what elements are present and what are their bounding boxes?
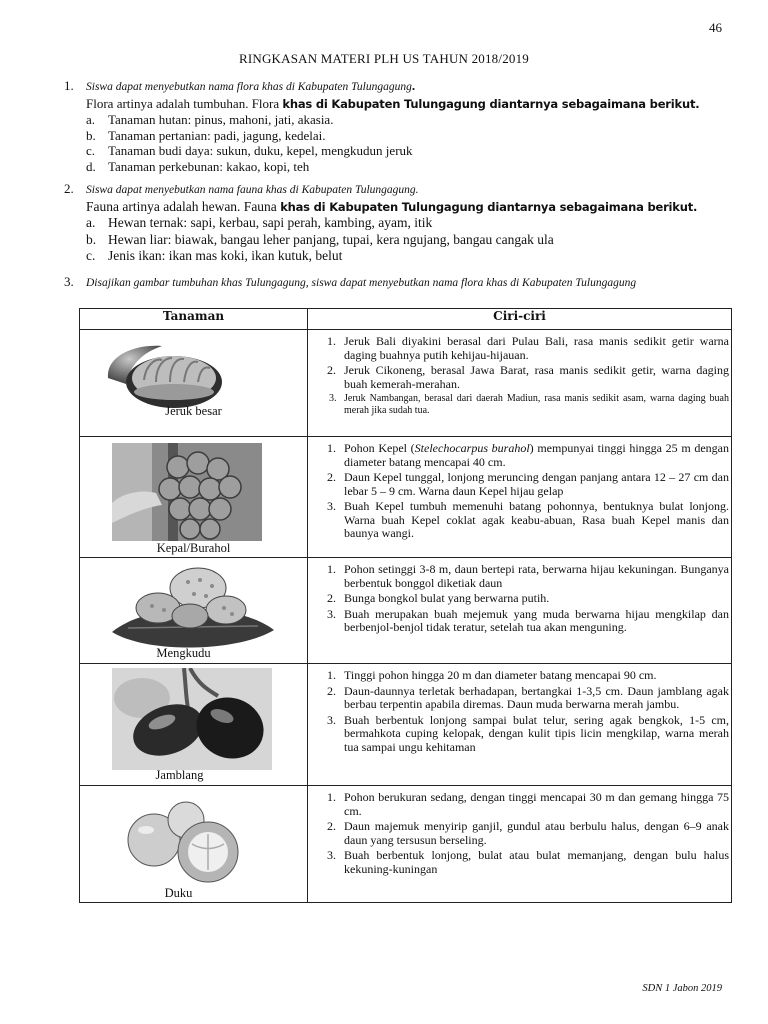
list-item: 1. Pohon berukuran sedang, dengan tinggi mencapai 30 m dan gemang hingga 75 cm.: [339, 791, 729, 818]
table-row: [80, 664, 732, 786]
section-number: 1.: [64, 78, 74, 93]
plant-table: [79, 308, 732, 903]
noni-fruit-icon: [108, 562, 278, 654]
plant-cell: [80, 558, 308, 664]
table-row: [80, 558, 732, 664]
kepel-fruit-icon: [112, 443, 262, 541]
pomelo-icon: [104, 338, 224, 410]
list-item: c. Tanaman budi daya: sukun, duku, kepel, mengkudun jeruk: [86, 143, 413, 158]
list-item: b. Hewan liar: biawak, bangau leher panjang, tupai, kera ngujang, bangau cangak ula: [86, 231, 554, 247]
list-item: d. Tanaman perkebunan: kakao, kopi, teh: [86, 158, 310, 174]
plant-cell: [80, 437, 308, 558]
list-item: b. Tanaman pertanian: padi, jagung, kedelai.: [86, 127, 326, 143]
section-number: 3.: [64, 274, 74, 289]
table-header-row: [80, 309, 732, 330]
plant-name: Jeruk besar: [165, 404, 222, 418]
list-item: 2. Jeruk Cikoneng, berasal Jawa Barat, rasa manis sedikit getir, warna daging buah kemerah-merahan.: [339, 364, 729, 391]
plant-cell: [80, 664, 308, 786]
list-item: 3. Buah berbentuk lonjong sampai bulat telur, sering agak bengkok, 1-5 cm, bermahkota cuping kelopak, dengan kulit tipis licin mengkilap, warna merah tua sampai ungu kehitaman: [339, 714, 729, 755]
traits-cell: [308, 437, 732, 558]
section-plant-table: [64, 274, 734, 292]
page-title: RINGKASAN MATERI PLH US TAHUN 2018/2019: [238, 51, 529, 66]
table-row: [80, 786, 732, 903]
page-footer: SDN 1 Jabon 2019: [642, 983, 722, 994]
list-item: 2. Daun Kepel tunggal, lonjong meruncing dengan panjang antara 12 – 27 cm dan lebar 5 – 9 cm. Warna daun Kepel hijau gelap: [339, 471, 729, 498]
list-item: c. Jenis ikan: ikan mas koki, ikan kutuk, belut: [86, 248, 343, 263]
list-item: a. Tanaman hutan: pinus, mahoni, jati, akasia.: [86, 112, 334, 127]
section-intro: Fauna artinya adalah hewan. Fauna khas di Kabupaten Tulungagung diantarnya sebagaimana berikut.: [86, 198, 698, 214]
list-item: a. Hewan ternak: sapi, kerbau, sapi perah, kambing, ayam, itik: [86, 215, 433, 230]
traits-cell: [308, 664, 732, 786]
plant-name: Jamblang: [155, 768, 204, 782]
list-item: 3. Buah merupakan buah mejemuk yang muda berwarna hijau mengkilap dan berbenjol-benjol tidak teratur, setelah tua akan menguning.: [339, 608, 729, 635]
list-item: 2. Daun-daunnya terletak berhadapan, bertangkai 1-3,5 cm. Daun jamblang agak berbau terpentin apabila diremas. Daun muda berwarna merah jambu.: [339, 685, 729, 712]
section-objective: Siswa dapat menyebutkan nama flora khas di Kabupaten Tulungagung.: [86, 78, 416, 93]
list-item: 3. Buah berbentuk lonjong, bulat atau bulat memanjang, dengan bulu halus kekuning-kuningan: [339, 849, 729, 876]
list-item: 3. Jeruk Nambangan, berasal dari daerah Madiun, rasa manis sedikit asam, warna daging buah merah jika sudah tua.: [339, 393, 729, 417]
list-item: 1. Pohon Kepel (Stelechocarpus burahol) mempunyai tinggi hingga 25 m dengan diameter batang mencapai 40 cm.: [339, 442, 729, 469]
jamblang-fruit-icon: [112, 668, 272, 770]
list-item: 1. Tinggi pohon hingga 20 m dan diameter batang mencapai 90 cm.: [339, 669, 729, 683]
table-row: [80, 330, 732, 437]
plant-cell: [80, 330, 308, 437]
column-header: Ciri-ciri: [308, 309, 732, 330]
list-item: 1. Pohon setinggi 3-8 m, daun bertepi rata, berwarna hijau kekuningan. Bunganya berbentuk bonggol diketiak daun: [339, 563, 729, 590]
section-objective: Disajikan gambar tumbuhan khas Tulungagung, siswa dapat menyebutkan nama flora khas di Kabupaten Tulungagung: [86, 277, 637, 289]
plant-name: Mengkudu: [156, 646, 211, 660]
plant-name: Kepal/Burahol: [156, 541, 231, 555]
section-number: 2.: [64, 181, 74, 196]
section-intro: Flora artinya adalah tumbuhan. Flora khas di Kabupaten Tulungagung diantarnya sebagaimana berikut.: [86, 95, 700, 111]
plant-name: Duku: [164, 886, 193, 900]
list-item: 3. Buah Kepel tumbuh memenuhi batang pohonnya, bentuknya bulat lonjong. Warna buah Kepel coklat agak keabu-abuan, Rasa buah Kepel manis dan baunya wangi.: [339, 500, 729, 541]
list-item: 1. Jeruk Bali diyakini berasal dari Pulau Bali, rasa manis sedikit getir warna daging buahnya putih kehijau-hijauan.: [339, 335, 729, 362]
section-fauna: [64, 181, 734, 265]
column-header: Tanaman: [80, 309, 308, 330]
section-flora: [64, 78, 734, 174]
traits-cell: [308, 330, 732, 437]
table-row: [80, 437, 732, 558]
traits-cell: [308, 786, 732, 903]
traits-cell: [308, 558, 732, 664]
plant-cell: [80, 786, 308, 903]
list-item: 2. Bunga bongkol bulat yang berwarna putih.: [339, 592, 729, 606]
duku-fruit-icon: [124, 800, 244, 884]
section-objective: Siswa dapat menyebutkan nama fauna khas di Kabupaten Tulungagung.: [86, 184, 419, 196]
list-item: 2. Daun majemuk menyirip ganjil, gundul atau berbulu halus, dengan 6–9 anak daun yang tersusun berseling.: [339, 820, 729, 847]
page-number: 46: [709, 20, 722, 35]
